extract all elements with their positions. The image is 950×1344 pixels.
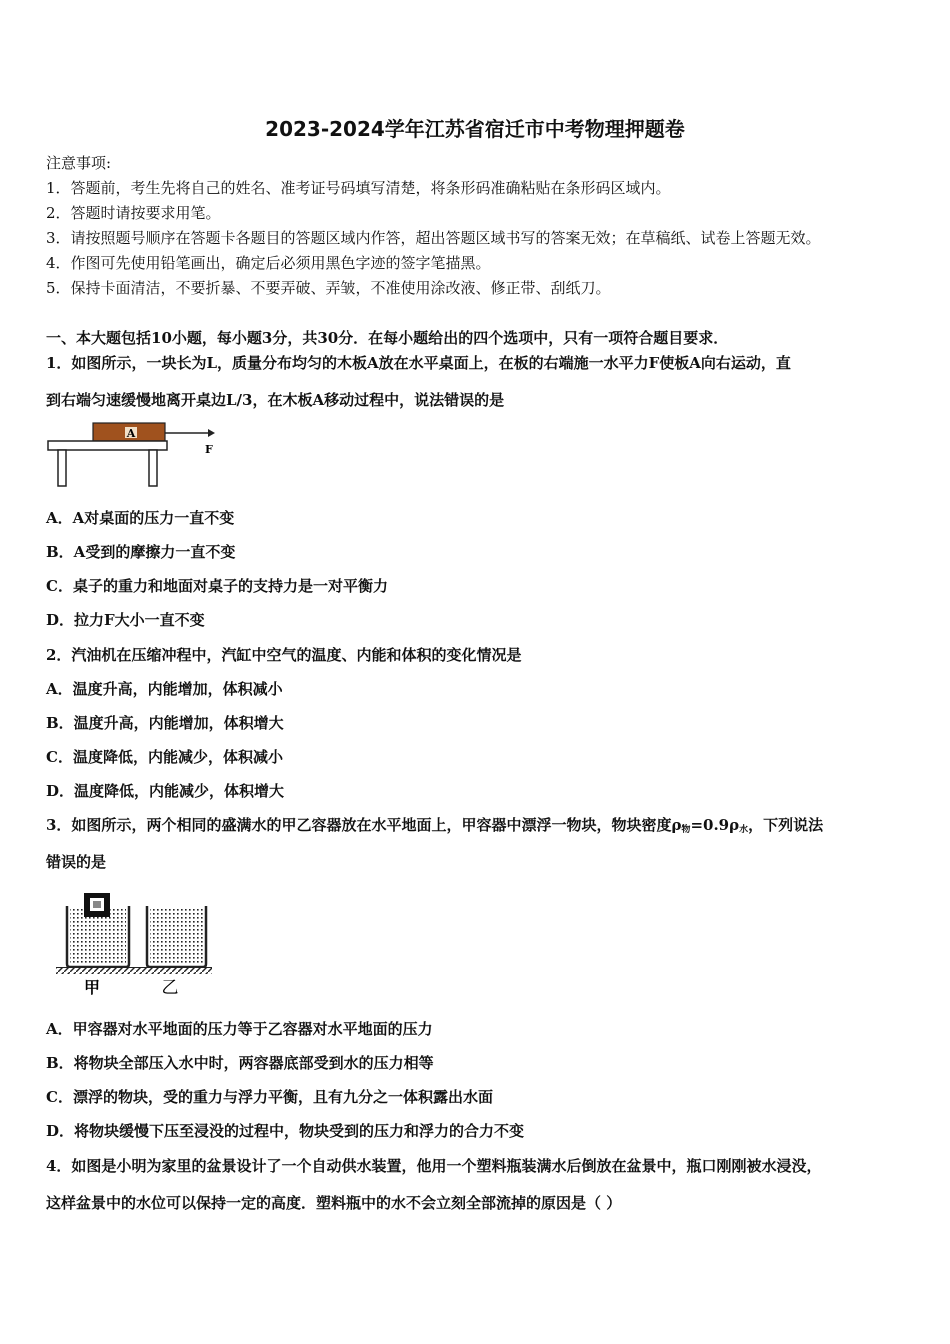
q1-option-c: C．桌子的重力和地面对桌子的支持力是一对平衡力 bbox=[46, 577, 388, 595]
q3-stem-line1 bbox=[46, 814, 823, 835]
q2-option-c: C．温度降低，内能减少，体积减小 bbox=[46, 748, 283, 766]
q1-figure-board-table bbox=[44, 420, 220, 490]
q3-figure-containers bbox=[52, 888, 216, 1000]
ground bbox=[56, 968, 212, 974]
q2-stem: 2．汽油机在压缩冲程中，汽缸中空气的温度、内能和体积的变化情况是 bbox=[46, 646, 522, 664]
q1-stem-line2: 到右端匀速缓慢地离开桌边L/3，在木板A移动过程中，说法错误的是 bbox=[46, 391, 505, 409]
table-leg bbox=[149, 450, 157, 486]
q2-option-d: D．温度降低，内能减少，体积增大 bbox=[46, 782, 285, 800]
page-title: 2023-2024学年江苏省宿迁市中考物理押题卷 bbox=[265, 117, 685, 141]
q2-option-b: B．温度升高，内能增加，体积增大 bbox=[46, 714, 284, 732]
q1-stem-line1: 1．如图所示，一块长为L，质量分布均匀的木板A放在水平桌面上，在板的右端施一水平力F使板A向右运动，直 bbox=[46, 354, 791, 372]
notice-item: 1．答题前，考生先将自己的姓名、准考证号码填写清楚，将条形码准确粘贴在条形码区域内。 bbox=[46, 179, 671, 197]
section-heading: 一、本大题包括10小题，每小题3分，共30分．在每小题给出的四个选项中，只有一项符合题目要求． bbox=[46, 329, 729, 347]
q1-option-d: D．拉力F大小一直不变 bbox=[46, 611, 205, 629]
q3-option-a: A．甲容器对水平地面的压力等于乙容器对水平地面的压力 bbox=[46, 1020, 433, 1038]
q3-option-b: B．将物块全部压入水中时，两容器底部受到水的压力相等 bbox=[46, 1054, 434, 1072]
q3-stem-line2: 错误的是 bbox=[46, 853, 107, 871]
q2-option-a: A．温度升高，内能增加，体积减小 bbox=[46, 680, 283, 698]
notice-item: 5．保持卡面清洁，不要折暴、不要弄破、弄皱，不准使用涂改液、修正带、刮纸刀。 bbox=[46, 279, 611, 297]
q4-stem-line1: 4．如图是小明为家里的盆景设计了一个自动供水装置，他用一个塑料瓶装满水后倒放在盆景中，瓶口刚刚被水浸没， bbox=[46, 1157, 822, 1175]
q3-option-d: D．将物块缓慢下压至浸没的过程中，物块受到的压力和浮力的合力不变 bbox=[46, 1122, 525, 1140]
notice-item: 3．请按照题号顺序在答题卡各题目的答题区域内作答，超出答题区域书写的答案无效；在草稿纸、试卷上答题无效。 bbox=[46, 229, 821, 247]
notice-item: 2．答题时请按要求用笔。 bbox=[46, 204, 221, 222]
q1-option-b: B．A受到的摩擦力一直不变 bbox=[46, 543, 236, 561]
q3-option-c: C．漂浮的物块，受的重力与浮力平衡，且有九分之一体积露出水面 bbox=[46, 1088, 493, 1106]
label-yi: 乙 bbox=[161, 978, 179, 998]
table-top bbox=[48, 441, 167, 450]
label-jia: 甲 bbox=[83, 978, 101, 997]
q3-sub-water: 水 bbox=[739, 825, 749, 835]
table-leg bbox=[58, 450, 66, 486]
q1-option-a: A．A对桌面的压力一直不变 bbox=[46, 509, 235, 527]
q3-stem-mid: =0.9ρ bbox=[690, 816, 740, 834]
q3-stem-pre: 3．如图所示，两个相同的盛满水的甲乙容器放在水平地面上，甲容器中漂浮一物块，物块密度ρ bbox=[46, 816, 682, 834]
q3-stem-post: ，下列说法 bbox=[748, 816, 824, 834]
force-label: F bbox=[205, 443, 213, 456]
q4-stem-line2: 这样盆景中的水位可以保持一定的高度．塑料瓶中的水不会立刻全部流掉的原因是（ ） bbox=[46, 1194, 622, 1212]
q3-sub-object: 物 bbox=[681, 825, 691, 835]
notice-heading: 注意事项: bbox=[46, 154, 112, 172]
board-label: A bbox=[126, 427, 136, 440]
notice-item: 4．作图可先使用铅笔画出，确定后必须用黑色字迹的签字笔描黑。 bbox=[46, 254, 491, 272]
water-yi bbox=[150, 908, 203, 965]
